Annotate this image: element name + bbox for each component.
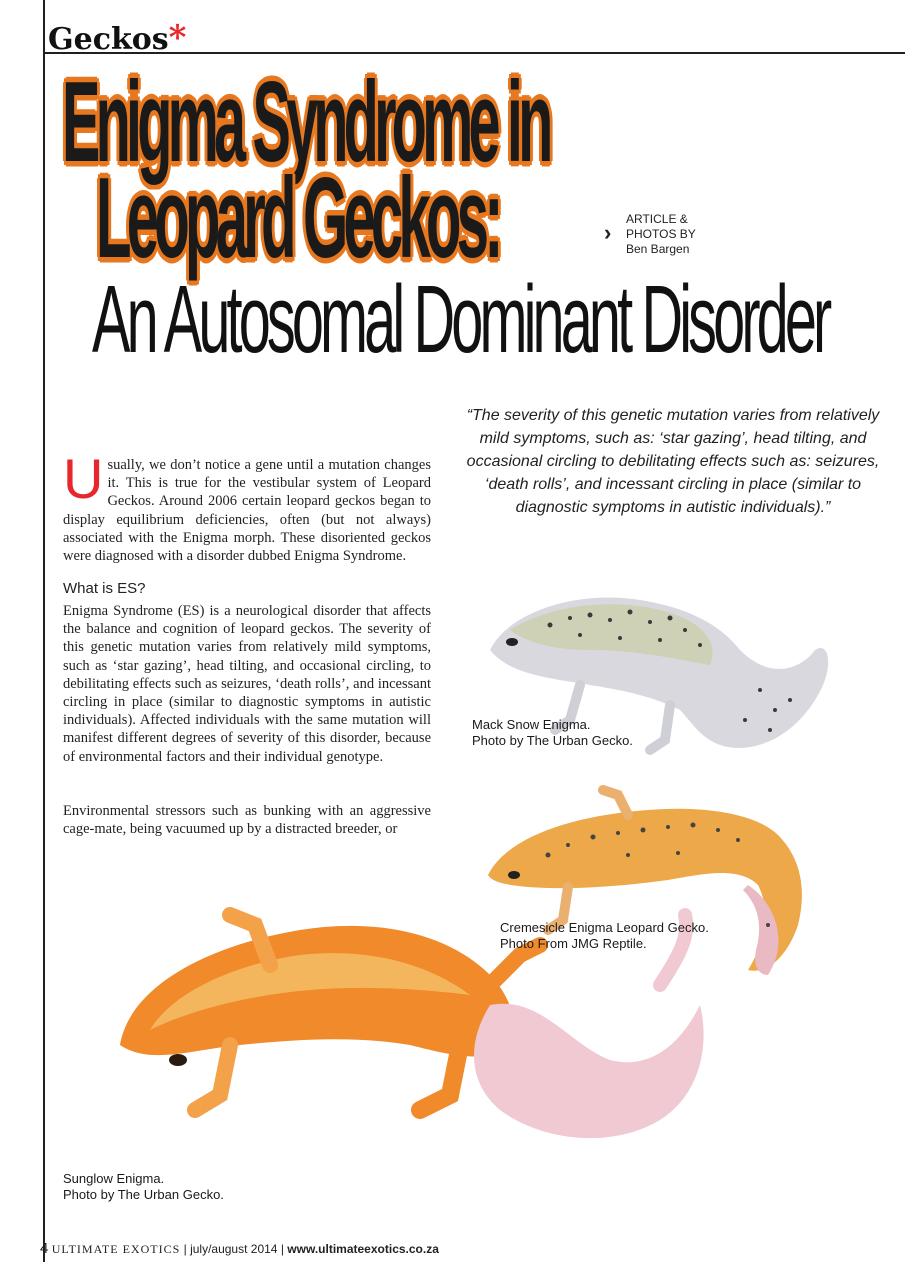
- title-line-1: Enigma Syndrome in: [62, 58, 549, 186]
- byline-line-1: ARTICLE &: [626, 212, 688, 226]
- byline-author: Ben Bargen: [626, 242, 690, 256]
- subtitle: An Autosomal Dominant Disorder: [92, 265, 829, 373]
- pull-quote: “The severity of this genetic mutation varies from relatively mild symptoms, such as: ‘star gazing’, head tilting, and occasional circling to debilitating effects such as: seizures, ‘death rolls’, and incessant circling in place (similar to diagnostic symptoms in autistic individuals).”: [466, 407, 880, 516]
- vertical-rule: [43, 0, 45, 1262]
- byline-line-2: PHOTOS BY: [626, 227, 696, 241]
- caption-credit: Photo From JMG Reptile.: [500, 936, 647, 951]
- body-paragraph-2: Environmental stressors such as bunking with an aggressive cage-mate, being vacuumed up by a distracted breeder, or: [63, 803, 431, 838]
- magazine-name: ULTIMATE EXOTICS: [51, 1242, 181, 1256]
- caption-credit: Photo by The Urban Gecko.: [63, 1187, 224, 1202]
- intro-paragraph: [63, 447, 431, 565]
- footer-separator: |: [280, 1242, 284, 1256]
- issue-date: july/august 2014: [190, 1242, 278, 1256]
- caption-title: Cremesicle Enigma Leopard Gecko.: [500, 920, 709, 935]
- drop-cap: U: [63, 447, 104, 510]
- photo-caption-2: [500, 920, 709, 952]
- chevron-right-icon: ›: [604, 220, 612, 245]
- photo-caption-1: [472, 717, 633, 749]
- section-heading: What is ES?: [63, 580, 146, 597]
- caption-title: Sunglow Enigma.: [63, 1171, 165, 1186]
- website-link[interactable]: www.ultimateexotics.co.za: [287, 1242, 439, 1256]
- section-label: [48, 20, 186, 58]
- section-marker: *: [168, 18, 187, 58]
- footer-separator: |: [183, 1242, 187, 1256]
- section-label-text: Geckos: [48, 22, 169, 57]
- caption-credit: Photo by The Urban Gecko.: [472, 733, 633, 748]
- photo-caption-3: [63, 1171, 224, 1203]
- page-number: 4: [40, 1240, 49, 1257]
- page-footer: [40, 1240, 439, 1257]
- byline: [604, 212, 696, 257]
- intro-text: sually, we don’t notice a gene until a mutation changes it. This is true for the vestibular system of Leopard Geckos. Around 2006 certain leopard geckos began to display equilibrium deficiencies, often (but not always) associated with the Enigma morph. These disoriented geckos were diagnosed with a disorder dubbed Enigma Syndrome.: [63, 457, 431, 565]
- body-paragraph-1: Enigma Syndrome (ES) is a neurological disorder that affects the balance and cognition of leopard geckos. The severity of this genetic mutation varies from relatively mild symptoms, such as ‘star gazing’, head tilting, and occasional circling, to debilitating effects such as seizures, ‘death rolls’, and incessant circling in place (similar to diagnostic symptoms in autistic individuals). Affected individuals with the same mutation will manifest different degrees of severity of this disorder, because of environmental factors and their individual genotype.: [63, 603, 431, 765]
- title-line-2: Leopard Geckos:: [96, 154, 499, 282]
- caption-title: Mack Snow Enigma.: [472, 717, 591, 732]
